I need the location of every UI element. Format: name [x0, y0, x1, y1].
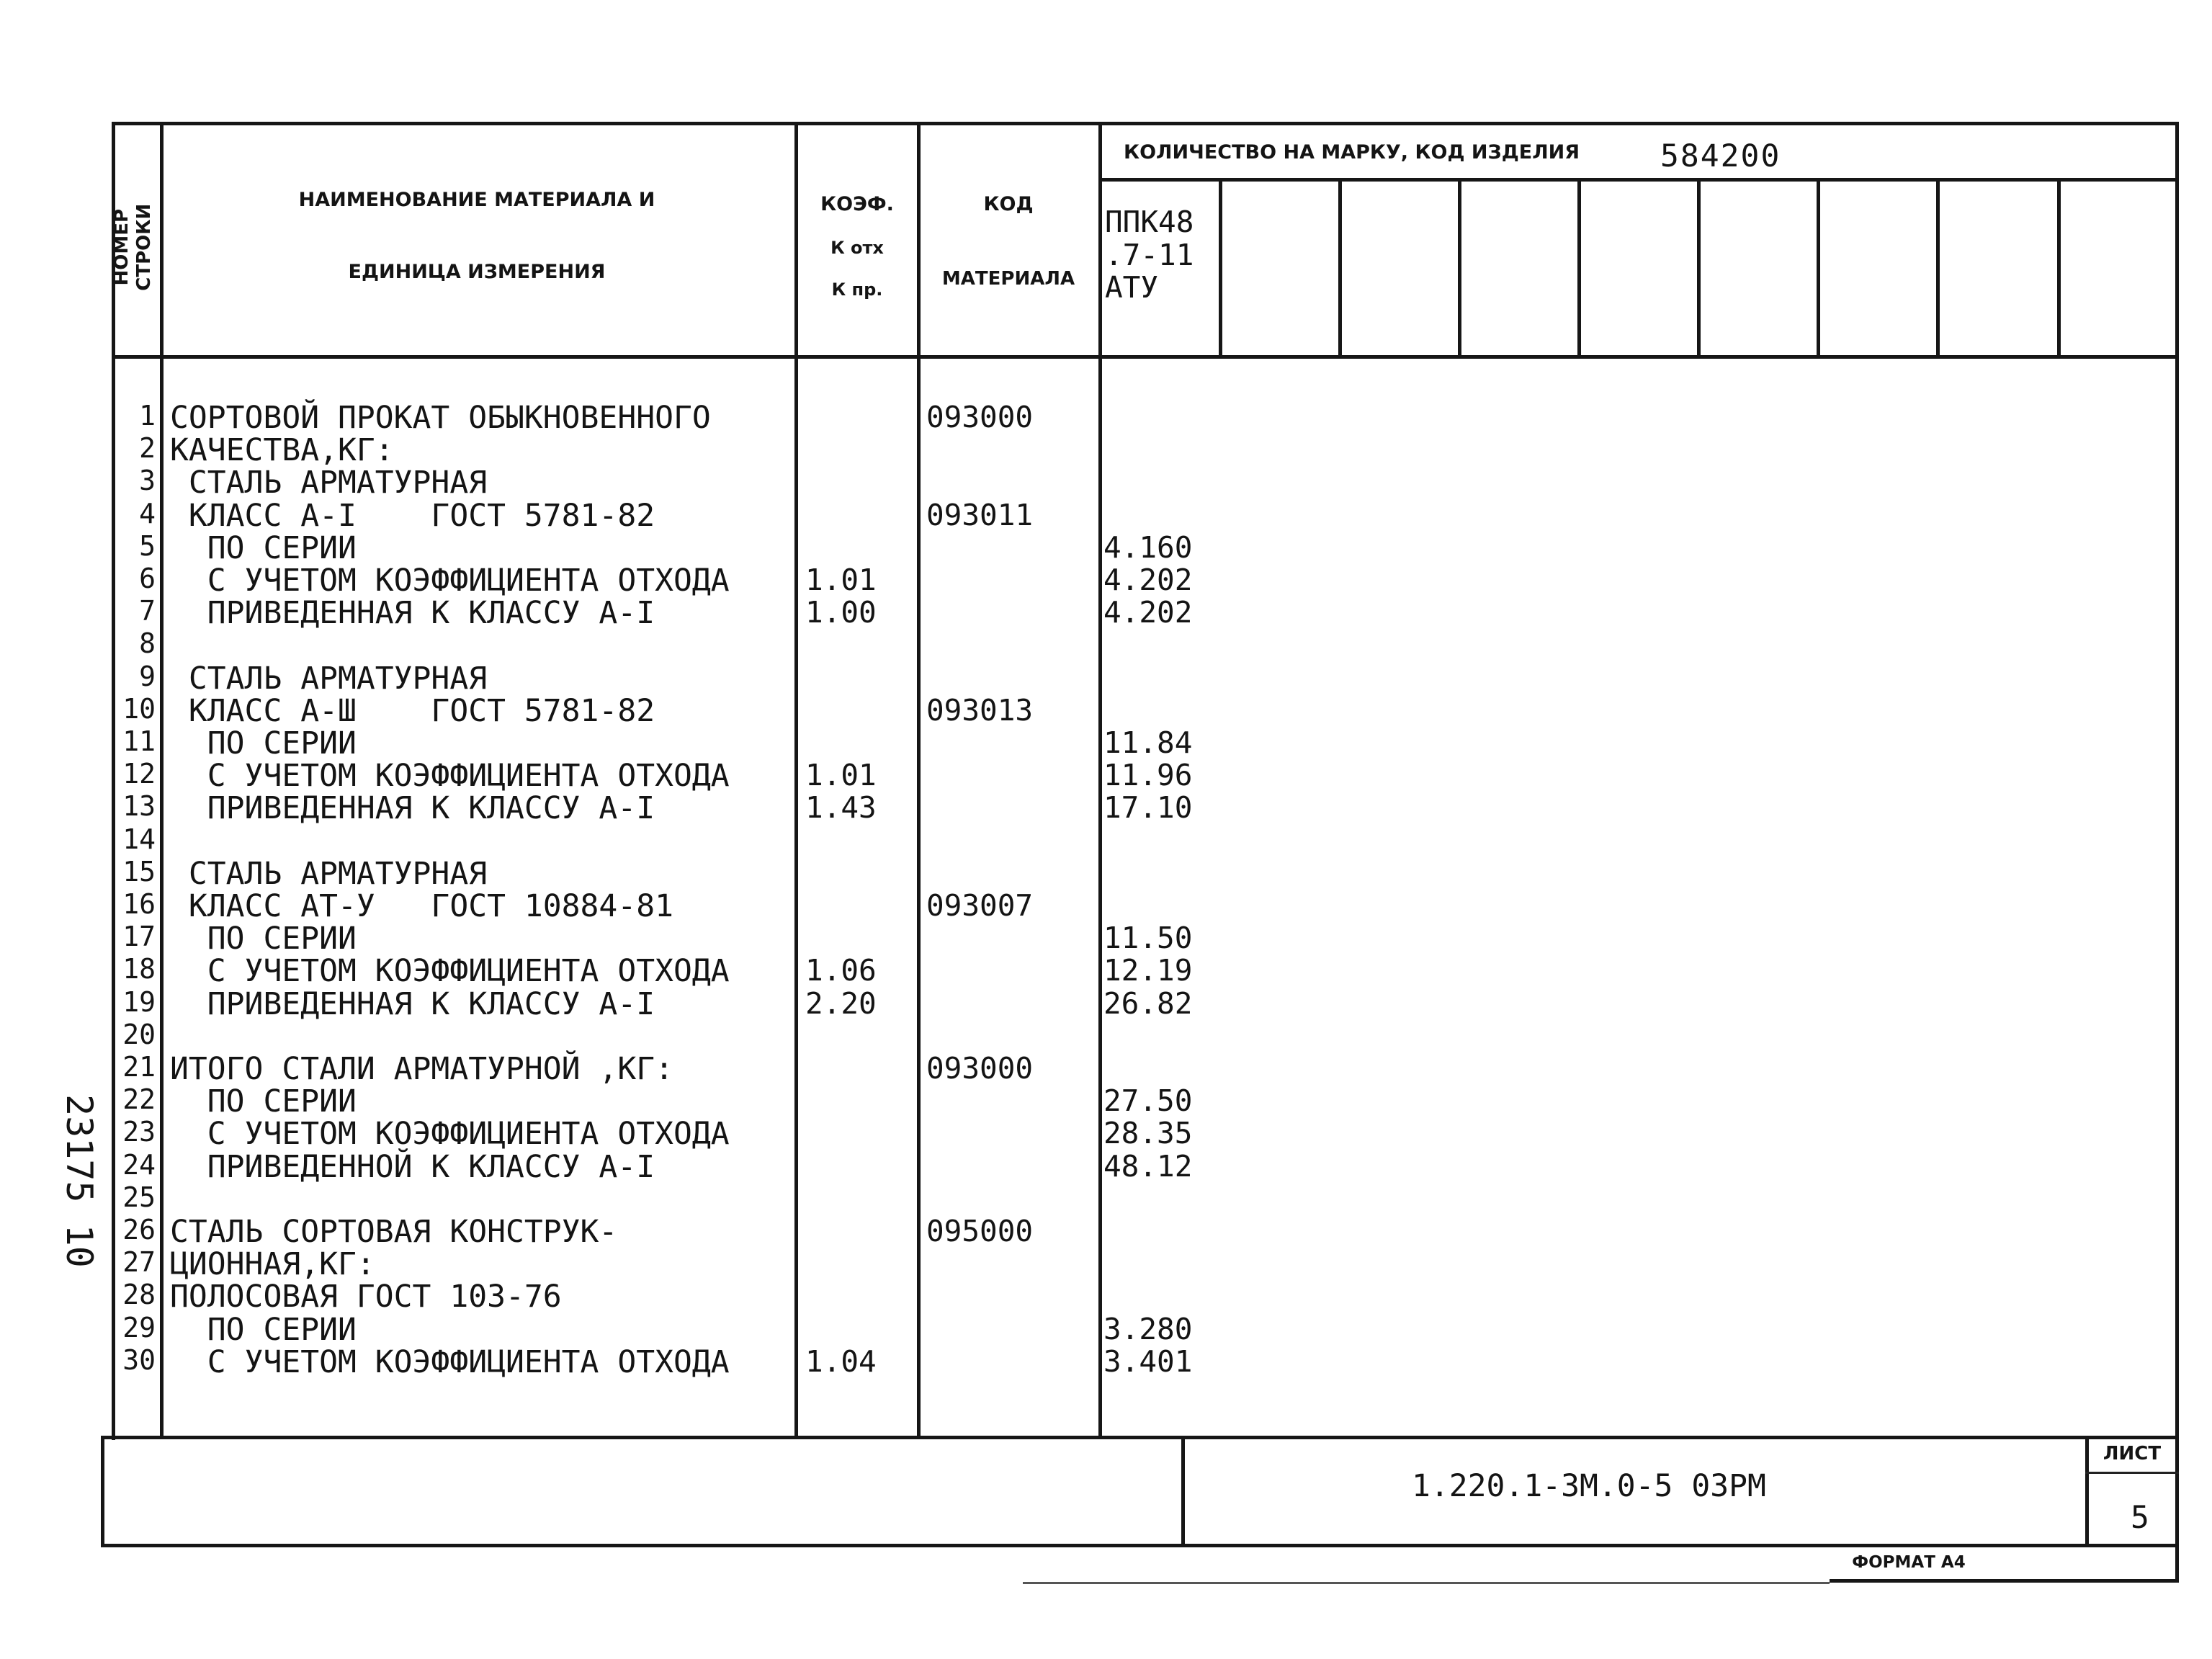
quantity-value: 3.401: [1103, 1344, 1193, 1379]
sheet-label: ЛИСТ: [2103, 1443, 2162, 1465]
row-number: 7: [139, 595, 156, 627]
material-code: 093000: [926, 1051, 1034, 1086]
material-header-line2: ЕДИНИЦА ИЗМЕРЕНИЯ: [348, 261, 606, 283]
quantity-value: 26.82: [1103, 986, 1193, 1021]
material-code: 095000: [926, 1214, 1034, 1248]
format-label: ФОРМАТ А4: [1852, 1553, 1966, 1572]
material-name: СТАЛЬ АРМАТУРНАЯ: [170, 856, 488, 892]
material-name: СТАЛЬ СОРТОВАЯ КОНСТРУК-: [170, 1214, 618, 1250]
quantity-value: 3.280: [1103, 1312, 1193, 1346]
quantity-value: 11.50: [1103, 921, 1193, 955]
rownum-column-divider: [160, 122, 164, 1439]
coefficient-value: 2.20: [805, 986, 877, 1021]
material-name: ПРИВЕДЕННОЙ К КЛАССУ А-I: [170, 1149, 655, 1185]
material-name: ЦИОННАЯ,КГ:: [170, 1246, 375, 1282]
material-name: С УЧЕТОМ КОЭФФИЦИЕНТА ОТХОДА: [170, 1344, 730, 1380]
product-code: 584200: [1660, 138, 1781, 174]
coefficient-value: 1.43: [805, 790, 877, 825]
coef-sub-waste: К отх: [830, 238, 884, 258]
row-number: 24: [122, 1149, 156, 1181]
row-number: 15: [122, 856, 156, 887]
material-name: КЛАСС АТ-У ГОСТ 10884-81: [170, 888, 673, 924]
row-number: 13: [122, 790, 156, 822]
frame-right-border: [2175, 122, 2179, 1583]
material-code: 093013: [926, 693, 1034, 728]
row-number: 29: [122, 1312, 156, 1343]
material-name: С УЧЕТОМ КОЭФФИЦИЕНТА ОТХОДА: [170, 758, 730, 794]
row-number: 19: [122, 986, 156, 1018]
qty-subcolumn-4: [1577, 178, 1581, 358]
format-strip-bottom: [1830, 1579, 2179, 1583]
qty-subcolumn-6: [1817, 178, 1820, 358]
row-number: 1: [139, 400, 156, 431]
row-number: 6: [139, 563, 156, 594]
row-number: 3: [139, 465, 156, 496]
row-number: 11: [122, 725, 156, 757]
row-number-header: НОМЕР СТРОКИ: [110, 203, 155, 291]
coef-header: КОЭФ.: [820, 193, 894, 215]
material-name: КЛАСС А-Ш ГОСТ 5781-82: [170, 693, 655, 729]
material-name: ПО СЕРИИ: [170, 1312, 357, 1348]
mark-label-line2: .7-11: [1105, 238, 1194, 272]
qty-subcolumn-7: [1936, 178, 1940, 358]
quantity-value: 27.50: [1103, 1083, 1193, 1118]
quantity-value: 4.202: [1103, 595, 1193, 630]
mark-label-line3: АТУ: [1105, 270, 1159, 305]
material-name: ПОЛОСОВАЯ ГОСТ 103-76: [170, 1279, 562, 1315]
material-name: ПО СЕРИИ: [170, 530, 357, 566]
quantity-value: 12.19: [1103, 953, 1193, 988]
sheet-number: 5: [2131, 1500, 2149, 1536]
frame-top-border: [112, 122, 2179, 125]
quantity-value: 28.35: [1103, 1116, 1193, 1150]
margin-stamp: 23175 10: [58, 1094, 100, 1268]
material-code: 093007: [926, 888, 1034, 923]
row-number: 28: [122, 1279, 156, 1310]
row-number: 23: [122, 1116, 156, 1148]
sheet-box-divider: [2085, 1472, 2179, 1474]
table-bottom-border: [101, 1436, 2179, 1439]
row-number: 12: [122, 758, 156, 790]
quantity-value: 4.202: [1103, 563, 1193, 597]
coefficient-value: 1.06: [805, 953, 877, 988]
material-name: СТАЛЬ АРМАТУРНАЯ: [170, 465, 488, 501]
coef-column-divider: [917, 122, 921, 1439]
quantity-value: 48.12: [1103, 1149, 1193, 1184]
row-number: 17: [122, 921, 156, 952]
row-number: 20: [122, 1019, 156, 1050]
quantity-value: 4.160: [1103, 530, 1193, 565]
material-name: СТАЛЬ АРМАТУРНАЯ: [170, 661, 488, 697]
mark-label-line1: ППК48: [1105, 205, 1194, 239]
quantity-value: 17.10: [1103, 790, 1193, 825]
coefficient-value: 1.00: [805, 595, 877, 630]
row-number: 2: [139, 432, 156, 464]
row-number: 21: [122, 1051, 156, 1083]
material-name: ПО СЕРИИ: [170, 921, 357, 957]
quantity-value: 11.96: [1103, 758, 1193, 792]
row-number: 9: [139, 661, 156, 692]
coefficient-value: 1.04: [805, 1344, 877, 1379]
frame-left-border-lower: [101, 1436, 104, 1547]
material-name: ПО СЕРИИ: [170, 725, 357, 761]
material-column-divider: [794, 122, 798, 1439]
header-bottom-border: [112, 355, 2179, 359]
title-block-left-border: [1181, 1436, 1185, 1547]
code-header-line1: КОД: [983, 193, 1034, 215]
qty-subcolumn-5: [1697, 178, 1701, 358]
row-number: 27: [122, 1246, 156, 1278]
material-code: 093000: [926, 400, 1034, 434]
material-name: ПО СЕРИИ: [170, 1083, 357, 1119]
bottom-dash-line: [1023, 1582, 1830, 1584]
quantity-value: 11.84: [1103, 725, 1193, 760]
material-name: С УЧЕТОМ КОЭФФИЦИЕНТА ОТХОДА: [170, 1116, 730, 1152]
row-number: 26: [122, 1214, 156, 1246]
qty-subcolumn-8: [2057, 178, 2061, 358]
material-name: СОРТОВОЙ ПРОКАТ ОБЫКНОВЕННОГО: [170, 400, 711, 436]
material-name: ИТОГО СТАЛИ АРМАТУРНОЙ ,КГ:: [170, 1051, 673, 1087]
qty-subcolumn-2: [1338, 178, 1342, 358]
material-name: КАЧЕСТВА,КГ:: [170, 432, 394, 468]
row-number: 16: [122, 888, 156, 920]
coefficient-value: 1.01: [805, 758, 877, 792]
row-number: 25: [122, 1181, 156, 1213]
row-number: 14: [122, 823, 156, 855]
material-name: ПРИВЕДЕННАЯ К КЛАССУ А-I: [170, 790, 655, 826]
row-number: 30: [122, 1344, 156, 1376]
frame-bottom-border: [101, 1544, 2179, 1547]
quantity-header: КОЛИЧЕСТВО НА МАРКУ, КОД ИЗДЕЛИЯ: [1124, 141, 1580, 164]
row-number: 4: [139, 498, 156, 529]
quantity-header-divider: [1098, 178, 2179, 182]
code-header-line2: МАТЕРИАЛА: [941, 268, 1075, 290]
material-name: ПРИВЕДЕННАЯ К КЛАССУ А-I: [170, 986, 655, 1022]
row-number: 5: [139, 530, 156, 562]
qty-subcolumn-3: [1458, 178, 1461, 358]
material-name: С УЧЕТОМ КОЭФФИЦИЕНТА ОТХОДА: [170, 953, 730, 989]
coef-sub-reduced: К пр.: [831, 280, 883, 300]
material-name: КЛАСС А-I ГОСТ 5781-82: [170, 498, 655, 534]
material-code: 093011: [926, 498, 1034, 532]
row-number: 22: [122, 1083, 156, 1115]
coefficient-value: 1.01: [805, 563, 877, 597]
material-name: ПРИВЕДЕННАЯ К КЛАССУ А-I: [170, 595, 655, 631]
document-code: 1.220.1-3М.0-5 03РМ: [1412, 1468, 1766, 1504]
row-number: 10: [122, 693, 156, 725]
material-header-line1: НАИМЕНОВАНИЕ МАТЕРИАЛА И: [298, 189, 655, 211]
code-column-divider: [1098, 122, 1102, 1439]
row-number: 8: [139, 627, 156, 659]
qty-subcolumn-1: [1219, 178, 1222, 358]
row-number: 18: [122, 953, 156, 985]
material-name: С УЧЕТОМ КОЭФФИЦИЕНТА ОТХОДА: [170, 563, 730, 599]
